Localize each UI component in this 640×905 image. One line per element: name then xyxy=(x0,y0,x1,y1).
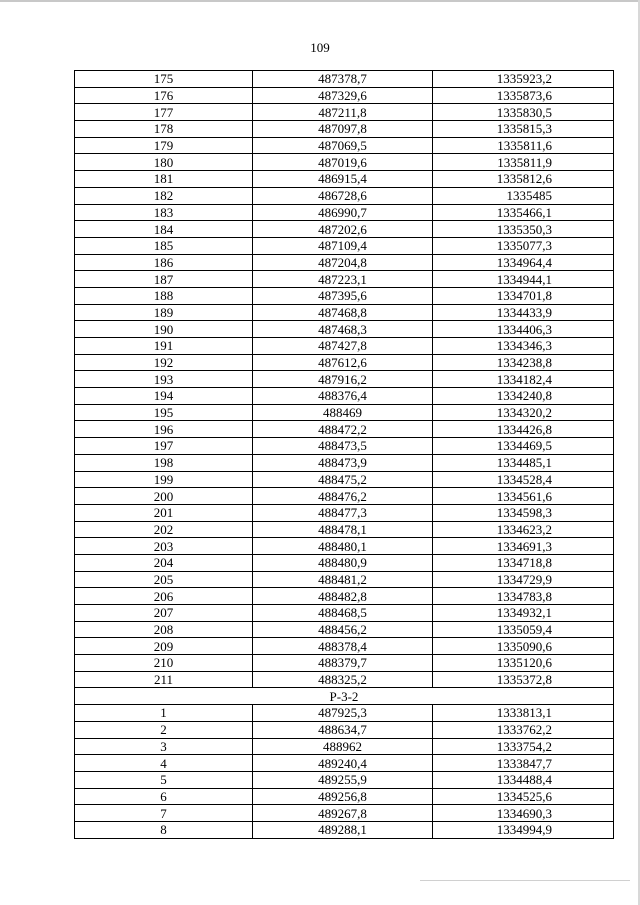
y-coordinate-cell: 1333754,2 xyxy=(433,738,614,755)
table-row xyxy=(75,821,614,838)
table-row xyxy=(75,271,614,288)
y-coordinate-cell: 1334240,8 xyxy=(433,388,614,405)
x-coordinate-cell: 488480,1 xyxy=(253,538,433,555)
page-number: 109 xyxy=(310,40,330,55)
y-coordinate-cell: 1335466,1 xyxy=(433,204,614,221)
point-number-cell: 5 xyxy=(75,771,253,788)
point-number-cell: 3 xyxy=(75,738,253,755)
y-coordinate-cell: 1335059,4 xyxy=(433,621,614,638)
x-coordinate-cell: 488469 xyxy=(253,404,433,421)
table-row xyxy=(75,621,614,638)
y-coordinate-cell: 1334690,3 xyxy=(433,805,614,822)
point-number-cell: 197 xyxy=(75,438,253,455)
x-coordinate-cell: 487069,5 xyxy=(253,137,433,154)
table-row xyxy=(75,554,614,571)
point-number-cell: 205 xyxy=(75,571,253,588)
y-coordinate-cell: 1333847,7 xyxy=(433,755,614,772)
table-row xyxy=(75,371,614,388)
y-coordinate-cell: 1334718,8 xyxy=(433,554,614,571)
table-row xyxy=(75,287,614,304)
table-row xyxy=(75,471,614,488)
x-coordinate-cell: 488376,4 xyxy=(253,388,433,405)
point-number-cell: 202 xyxy=(75,521,253,538)
point-number-cell: 179 xyxy=(75,137,253,154)
table-row xyxy=(75,237,614,254)
table-row xyxy=(75,71,614,88)
point-number-cell: 185 xyxy=(75,237,253,254)
point-number-cell: 200 xyxy=(75,488,253,505)
table-row xyxy=(75,438,614,455)
table-row xyxy=(75,488,614,505)
y-coordinate-cell: 1334994,9 xyxy=(433,821,614,838)
x-coordinate-cell: 488468,5 xyxy=(253,605,433,622)
table-row xyxy=(75,605,614,622)
table-row xyxy=(75,254,614,271)
y-coordinate-cell: 1334623,2 xyxy=(433,521,614,538)
table-row xyxy=(75,771,614,788)
section-title: Р-3-2 xyxy=(75,688,614,705)
x-coordinate-cell: 489255,9 xyxy=(253,771,433,788)
table-row xyxy=(75,304,614,321)
table-row xyxy=(75,655,614,672)
point-number-cell: 176 xyxy=(75,87,253,104)
y-coordinate-cell: 1335811,9 xyxy=(433,154,614,171)
x-coordinate-cell: 486990,7 xyxy=(253,204,433,221)
y-coordinate-cell: 1335873,6 xyxy=(433,87,614,104)
x-coordinate-cell: 489267,8 xyxy=(253,805,433,822)
y-coordinate-cell: 1335811,6 xyxy=(433,137,614,154)
point-number-cell: 207 xyxy=(75,605,253,622)
x-coordinate-cell: 488480,9 xyxy=(253,554,433,571)
x-coordinate-cell: 486915,4 xyxy=(253,171,433,188)
table-row xyxy=(75,588,614,605)
point-number-cell: 199 xyxy=(75,471,253,488)
coordinates-table-body xyxy=(75,71,614,839)
y-coordinate-cell: 1334783,8 xyxy=(433,588,614,605)
point-number-cell: 184 xyxy=(75,221,253,238)
y-coordinate-cell: 1334729,9 xyxy=(433,571,614,588)
table-row xyxy=(75,204,614,221)
x-coordinate-cell: 487925,3 xyxy=(253,705,433,722)
x-coordinate-cell: 487395,6 xyxy=(253,287,433,304)
point-number-cell: 182 xyxy=(75,187,253,204)
table-row xyxy=(75,671,614,688)
y-coordinate-cell: 1334701,8 xyxy=(433,287,614,304)
y-coordinate-cell: 1334932,1 xyxy=(433,605,614,622)
table-row xyxy=(75,354,614,371)
x-coordinate-cell: 488473,9 xyxy=(253,454,433,471)
point-number-cell: 183 xyxy=(75,204,253,221)
table-row xyxy=(75,788,614,805)
table-row xyxy=(75,721,614,738)
x-coordinate-cell: 488962 xyxy=(253,738,433,755)
table-row xyxy=(75,121,614,138)
table-row xyxy=(75,388,614,405)
point-number-cell: 189 xyxy=(75,304,253,321)
point-number-cell: 6 xyxy=(75,788,253,805)
y-coordinate-cell: 1334525,6 xyxy=(433,788,614,805)
y-coordinate-cell: 1334488,4 xyxy=(433,771,614,788)
y-coordinate-cell: 1334346,3 xyxy=(433,338,614,355)
y-coordinate-cell: 1333813,1 xyxy=(433,705,614,722)
x-coordinate-cell: 488476,2 xyxy=(253,488,433,505)
y-coordinate-cell: 1333762,2 xyxy=(433,721,614,738)
point-number-cell: 2 xyxy=(75,721,253,738)
x-coordinate-cell: 486728,6 xyxy=(253,187,433,204)
x-coordinate-cell: 487329,6 xyxy=(253,87,433,104)
y-coordinate-cell: 1335077,3 xyxy=(433,237,614,254)
point-number-cell: 201 xyxy=(75,504,253,521)
y-coordinate-cell: 1334406,3 xyxy=(433,321,614,338)
y-coordinate-cell: 1335812,6 xyxy=(433,171,614,188)
x-coordinate-cell: 489240,4 xyxy=(253,755,433,772)
point-number-cell: 194 xyxy=(75,388,253,405)
x-coordinate-cell: 488473,5 xyxy=(253,438,433,455)
point-number-cell: 181 xyxy=(75,171,253,188)
table-row xyxy=(75,454,614,471)
point-number-cell: 208 xyxy=(75,621,253,638)
table-row xyxy=(75,137,614,154)
x-coordinate-cell: 488472,2 xyxy=(253,421,433,438)
x-coordinate-cell: 487097,8 xyxy=(253,121,433,138)
x-coordinate-cell: 488456,2 xyxy=(253,621,433,638)
point-number-cell: 1 xyxy=(75,705,253,722)
point-number-cell: 198 xyxy=(75,454,253,471)
table-row xyxy=(75,705,614,722)
y-coordinate-cell: 1334964,4 xyxy=(433,254,614,271)
x-coordinate-cell: 487468,8 xyxy=(253,304,433,321)
section-header-row xyxy=(75,688,614,705)
x-coordinate-cell: 488325,2 xyxy=(253,671,433,688)
x-coordinate-cell: 487427,8 xyxy=(253,338,433,355)
point-number-cell: 209 xyxy=(75,638,253,655)
table-row xyxy=(75,638,614,655)
point-number-cell: 180 xyxy=(75,154,253,171)
x-coordinate-cell: 487019,6 xyxy=(253,154,433,171)
point-number-cell: 8 xyxy=(75,821,253,838)
table-row xyxy=(75,504,614,521)
x-coordinate-cell: 488475,2 xyxy=(253,471,433,488)
x-coordinate-cell: 487109,4 xyxy=(253,237,433,254)
x-coordinate-cell: 487612,6 xyxy=(253,354,433,371)
y-coordinate-cell: 1335090,6 xyxy=(433,638,614,655)
point-number-cell: 188 xyxy=(75,287,253,304)
x-coordinate-cell: 487468,3 xyxy=(253,321,433,338)
table-row xyxy=(75,221,614,238)
point-number-cell: 187 xyxy=(75,271,253,288)
y-coordinate-cell: 1335372,8 xyxy=(433,671,614,688)
point-number-cell: 190 xyxy=(75,321,253,338)
y-coordinate-cell: 1334469,5 xyxy=(433,438,614,455)
point-number-cell: 177 xyxy=(75,104,253,121)
y-coordinate-cell: 1334485,1 xyxy=(433,454,614,471)
point-number-cell: 204 xyxy=(75,554,253,571)
y-coordinate-cell: 1335350,3 xyxy=(433,221,614,238)
x-coordinate-cell: 489256,8 xyxy=(253,788,433,805)
y-coordinate-cell: 1334561,6 xyxy=(433,488,614,505)
point-number-cell: 186 xyxy=(75,254,253,271)
x-coordinate-cell: 487211,8 xyxy=(253,104,433,121)
point-number-cell: 191 xyxy=(75,338,253,355)
y-coordinate-cell: 1334182,4 xyxy=(433,371,614,388)
y-coordinate-cell: 1335830,5 xyxy=(433,104,614,121)
point-number-cell: 211 xyxy=(75,671,253,688)
x-coordinate-cell: 488634,7 xyxy=(253,721,433,738)
y-coordinate-cell: 1334320,2 xyxy=(433,404,614,421)
table-row xyxy=(75,521,614,538)
x-coordinate-cell: 487202,6 xyxy=(253,221,433,238)
table-row xyxy=(75,538,614,555)
x-coordinate-cell: 488482,8 xyxy=(253,588,433,605)
y-coordinate-cell: 1334426,8 xyxy=(433,421,614,438)
point-number-cell: 196 xyxy=(75,421,253,438)
table-row xyxy=(75,571,614,588)
y-coordinate-cell: 1335485 xyxy=(433,187,614,204)
table-row xyxy=(75,404,614,421)
point-number-cell: 7 xyxy=(75,805,253,822)
point-number-cell: 203 xyxy=(75,538,253,555)
x-coordinate-cell: 487223,1 xyxy=(253,271,433,288)
x-coordinate-cell: 488477,3 xyxy=(253,504,433,521)
x-coordinate-cell: 487916,2 xyxy=(253,371,433,388)
table-row xyxy=(75,421,614,438)
x-coordinate-cell: 488379,7 xyxy=(253,655,433,672)
point-number-cell: 195 xyxy=(75,404,253,421)
table-row xyxy=(75,87,614,104)
y-coordinate-cell: 1334944,1 xyxy=(433,271,614,288)
table-row xyxy=(75,104,614,121)
coordinates-table xyxy=(74,70,614,839)
point-number-cell: 210 xyxy=(75,655,253,672)
y-coordinate-cell: 1334433,9 xyxy=(433,304,614,321)
x-coordinate-cell: 487378,7 xyxy=(253,71,433,88)
x-coordinate-cell: 487204,8 xyxy=(253,254,433,271)
point-number-cell: 4 xyxy=(75,755,253,772)
y-coordinate-cell: 1334598,3 xyxy=(433,504,614,521)
y-coordinate-cell: 1335120,6 xyxy=(433,655,614,672)
y-coordinate-cell: 1335815,3 xyxy=(433,121,614,138)
x-coordinate-cell: 488378,4 xyxy=(253,638,433,655)
point-number-cell: 193 xyxy=(75,371,253,388)
point-number-cell: 178 xyxy=(75,121,253,138)
point-number-cell: 206 xyxy=(75,588,253,605)
y-coordinate-cell: 1334691,3 xyxy=(433,538,614,555)
scan-edge-line xyxy=(420,880,630,881)
table-row xyxy=(75,187,614,204)
table-row xyxy=(75,805,614,822)
page-edge xyxy=(0,0,640,2)
y-coordinate-cell: 1334238,8 xyxy=(433,354,614,371)
x-coordinate-cell: 488478,1 xyxy=(253,521,433,538)
x-coordinate-cell: 488481,2 xyxy=(253,571,433,588)
y-coordinate-cell: 1335923,2 xyxy=(433,71,614,88)
point-number-cell: 175 xyxy=(75,71,253,88)
table-row xyxy=(75,154,614,171)
table-row xyxy=(75,755,614,772)
point-number-cell: 192 xyxy=(75,354,253,371)
table-row xyxy=(75,321,614,338)
table-row xyxy=(75,338,614,355)
x-coordinate-cell: 489288,1 xyxy=(253,821,433,838)
y-coordinate-cell: 1334528,4 xyxy=(433,471,614,488)
table-row xyxy=(75,738,614,755)
table-row xyxy=(75,171,614,188)
